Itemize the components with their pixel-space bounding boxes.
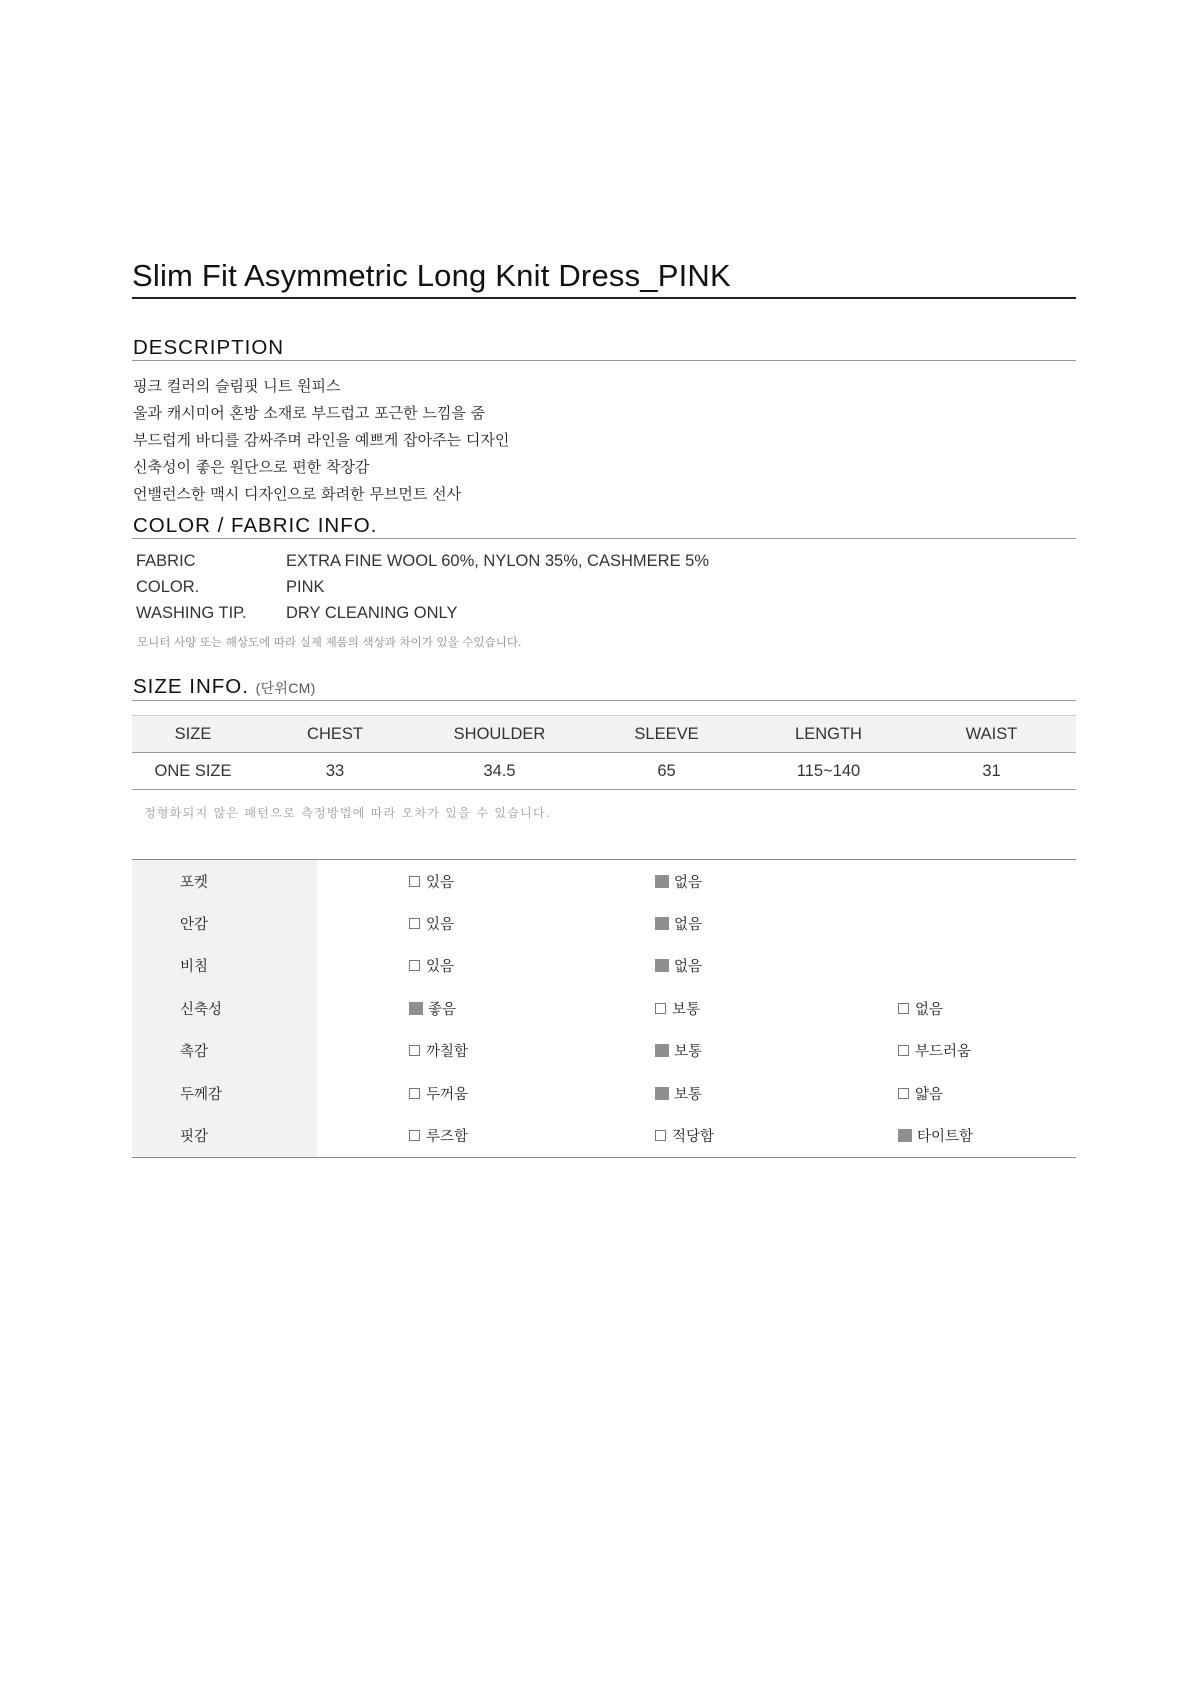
attribute-option — [409, 1083, 468, 1104]
checked-box-icon — [655, 875, 669, 888]
size-col-length: LENGTH — [750, 716, 907, 753]
attribute-label: 포켓 — [132, 860, 317, 902]
fabric-key: FABRIC — [136, 551, 196, 570]
attribute-label: 비침 — [132, 945, 317, 987]
product-title: Slim Fit Asymmetric Long Knit Dress_PINK — [132, 258, 1076, 299]
size-heading-text: SIZE INFO. — [133, 675, 249, 698]
size-col-size: SIZE — [132, 716, 254, 753]
color-row — [136, 574, 1076, 600]
size-cell: 34.5 — [416, 753, 583, 790]
unchecked-box-icon — [898, 1003, 909, 1014]
size-heading — [132, 676, 1076, 701]
attribute-option-label: 부드러움 — [915, 1044, 972, 1061]
attribute-option — [898, 1125, 973, 1146]
checked-box-icon — [655, 1044, 669, 1057]
attribute-option — [898, 998, 943, 1019]
attribute-option-label: 없음 — [674, 874, 703, 891]
attribute-option-label: 타이트함 — [917, 1129, 974, 1146]
size-cell: 115~140 — [750, 753, 907, 790]
attribute-option-label: 보통 — [674, 1086, 703, 1103]
attribute-option-label: 있음 — [426, 874, 455, 891]
color-fabric-heading: COLOR / FABRIC INFO. — [132, 515, 1076, 539]
attribute-label: 신축성 — [132, 987, 317, 1029]
color-disclaimer: 모니터 사양 또는 해상도에 따라 실제 제품의 색상과 차이가 있을 수있습니다. — [137, 635, 522, 649]
size-col-chest: CHEST — [254, 716, 416, 753]
attribute-label: 핏감 — [132, 1114, 317, 1156]
attribute-option-label: 보통 — [674, 1044, 703, 1061]
attribute-row — [132, 945, 1076, 987]
attribute-option-label: 적당함 — [672, 1129, 715, 1146]
size-header-row — [132, 716, 1076, 753]
description-line: 신축성이 좋은 원단으로 편한 착장감 — [133, 458, 370, 476]
color-value: PINK — [286, 577, 325, 596]
washing-key: WASHING TIP. — [136, 603, 247, 622]
checked-box-icon — [655, 959, 669, 972]
fabric-row — [136, 548, 1076, 574]
attribute-option-label: 있음 — [426, 959, 455, 976]
attribute-label: 촉감 — [132, 1030, 317, 1072]
attribute-option — [655, 871, 702, 892]
checked-box-icon — [655, 1087, 669, 1100]
size-cell: 65 — [583, 753, 750, 790]
attribute-option-label: 루즈함 — [426, 1129, 469, 1146]
size-disclaimer: 정형화되지 않은 패턴으로 측정방법에 따라 오차가 있을 수 있습니다. — [144, 806, 552, 820]
description-line: 울과 캐시미어 혼방 소재로 부드럽고 포근한 느낌을 줌 — [133, 404, 486, 422]
attribute-row — [132, 987, 1076, 1029]
size-unit: (단위CM) — [255, 680, 316, 696]
checked-box-icon — [409, 1002, 423, 1015]
attribute-option-label: 두꺼움 — [426, 1086, 469, 1103]
attribute-option-label: 까칠함 — [426, 1044, 469, 1061]
attribute-option — [409, 1040, 468, 1061]
attribute-row — [132, 1114, 1076, 1156]
unchecked-box-icon — [655, 1130, 666, 1141]
size-col-shoulder: SHOULDER — [416, 716, 583, 753]
attribute-option — [409, 913, 454, 934]
unchecked-box-icon — [409, 1130, 420, 1141]
attribute-option — [655, 1125, 714, 1146]
attribute-label: 두께감 — [132, 1072, 317, 1114]
unchecked-box-icon — [409, 876, 420, 887]
description-lines — [132, 373, 1076, 508]
attribute-row — [132, 1030, 1076, 1072]
attribute-option — [409, 1125, 468, 1146]
size-col-sleeve: SLEEVE — [583, 716, 750, 753]
checked-box-icon — [655, 917, 669, 930]
attribute-option — [655, 955, 702, 976]
unchecked-box-icon — [898, 1088, 909, 1099]
attribute-row — [132, 860, 1076, 902]
unchecked-box-icon — [409, 1045, 420, 1056]
fabric-value: EXTRA FINE WOOL 60%, NYLON 35%, CASHMERE 5% — [286, 551, 710, 570]
size-table — [132, 715, 1076, 790]
attribute-option-label: 없음 — [674, 917, 703, 934]
attribute-row — [132, 902, 1076, 944]
checked-box-icon — [898, 1129, 912, 1142]
attribute-option — [898, 1083, 943, 1104]
description-line: 부드럽게 바디를 감싸주며 라인을 예쁘게 잡아주는 디자인 — [133, 431, 510, 449]
attribute-option-label: 있음 — [426, 917, 455, 934]
unchecked-box-icon — [409, 960, 420, 971]
washing-row — [136, 600, 1076, 626]
attribute-table — [132, 859, 1076, 1158]
size-cell: 31 — [907, 753, 1076, 790]
size-col-waist: WAIST — [907, 716, 1076, 753]
attribute-option-label: 없음 — [915, 1001, 944, 1018]
size-cell: ONE SIZE — [132, 753, 254, 790]
attribute-option — [409, 998, 456, 1019]
attribute-option-label: 좋음 — [428, 1001, 457, 1018]
attribute-option-label: 보통 — [672, 1001, 701, 1018]
attribute-option — [655, 998, 700, 1019]
product-detail-sheet — [132, 258, 1076, 1158]
attribute-option — [655, 913, 702, 934]
description-line: 핑크 컬러의 슬림핏 니트 원피스 — [133, 377, 341, 395]
attribute-option — [655, 1083, 702, 1104]
attribute-option — [655, 1040, 702, 1061]
attribute-option — [898, 1040, 971, 1061]
attribute-option-label: 없음 — [674, 959, 703, 976]
attribute-row — [132, 1072, 1076, 1114]
attribute-option — [409, 871, 454, 892]
attribute-option-label: 얇음 — [915, 1086, 944, 1103]
fabric-info-table — [132, 548, 1076, 626]
attribute-option — [409, 955, 454, 976]
size-row — [132, 753, 1076, 790]
size-cell: 33 — [254, 753, 416, 790]
attribute-label: 안감 — [132, 902, 317, 944]
unchecked-box-icon — [409, 918, 420, 929]
unchecked-box-icon — [655, 1003, 666, 1014]
unchecked-box-icon — [409, 1088, 420, 1099]
unchecked-box-icon — [898, 1045, 909, 1056]
description-heading: DESCRIPTION — [132, 337, 1076, 361]
washing-value: DRY CLEANING ONLY — [286, 603, 458, 622]
description-line: 언밸런스한 맥시 디자인으로 화려한 무브먼트 선사 — [133, 485, 462, 503]
color-key: COLOR. — [136, 577, 200, 596]
